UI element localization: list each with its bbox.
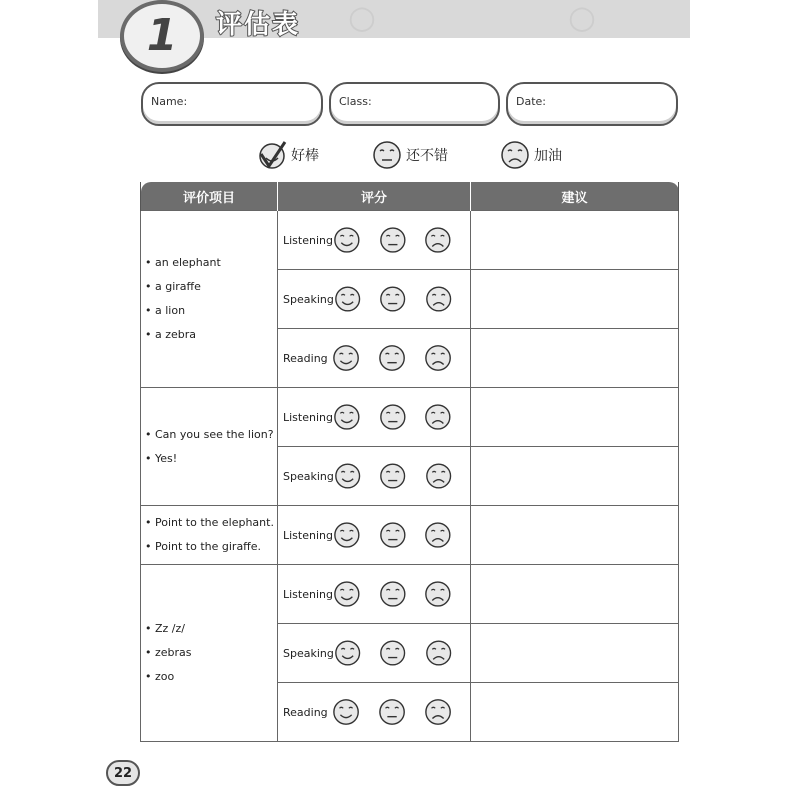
happy-face-icon[interactable]: [334, 284, 361, 314]
neutral-face-icon[interactable]: [378, 343, 406, 373]
list-item: • Zz /z/: [145, 622, 185, 635]
skill-label: Listening: [283, 410, 333, 424]
table-row: [141, 388, 679, 447]
sad-face-icon[interactable]: [425, 461, 452, 491]
assessment-items: [141, 211, 278, 388]
header-items: 评价项目: [141, 182, 278, 211]
advice-cell[interactable]: [471, 270, 679, 329]
rating-cell: [278, 683, 471, 742]
class-label: Class:: [339, 95, 372, 108]
list-item: • Point to the giraffe.: [145, 540, 262, 553]
happy-face-icon[interactable]: [334, 638, 361, 668]
sad-face-icon[interactable]: [424, 402, 452, 432]
list-item: • Can you see the lion?: [145, 427, 274, 441]
legend-tryharder-label: 加油: [534, 148, 562, 164]
skill-label: Listening: [283, 587, 333, 601]
sad-face-icon[interactable]: [424, 225, 452, 255]
advice-cell[interactable]: [471, 565, 679, 624]
date-field[interactable]: [506, 82, 678, 126]
list-item: • Point to the elephant.: [145, 516, 274, 529]
skill-label: Speaking: [283, 646, 334, 660]
name-label: Name:: [151, 95, 188, 108]
name-field[interactable]: [141, 82, 323, 126]
happy-face-icon[interactable]: [334, 461, 361, 491]
neutral-face-icon[interactable]: [379, 402, 407, 432]
neutral-face-icon: [372, 140, 402, 170]
happy-face-icon[interactable]: [333, 402, 361, 432]
decorative-shape: ○: [568, 0, 596, 36]
skill-label: Reading: [283, 351, 328, 365]
advice-cell[interactable]: [471, 329, 679, 388]
rating-cell: [278, 329, 471, 388]
advice-cell[interactable]: [471, 447, 679, 506]
advice-cell[interactable]: [471, 211, 679, 270]
page-number: 22: [106, 760, 140, 786]
legend-good-label: 好棒: [291, 148, 319, 164]
happy-face-icon[interactable]: [332, 343, 360, 373]
check-happy-face-icon: [257, 140, 287, 170]
advice-cell[interactable]: [471, 388, 679, 447]
sad-face-icon[interactable]: [424, 579, 452, 609]
rating-cell: [278, 506, 471, 565]
legend-okay: [372, 140, 448, 170]
neutral-face-icon[interactable]: [379, 225, 407, 255]
assessment-items: [141, 565, 278, 742]
legend-good: [257, 140, 319, 170]
neutral-face-icon[interactable]: [379, 520, 407, 550]
date-label: Date:: [516, 95, 546, 108]
assessment-items: [141, 506, 278, 565]
table-row: [141, 506, 679, 565]
neutral-face-icon[interactable]: [379, 638, 406, 668]
neutral-face-icon[interactable]: [378, 697, 406, 727]
list-item: • a giraffe: [145, 280, 201, 293]
rating-cell: [278, 270, 471, 329]
rating-cell: [278, 447, 471, 506]
decorative-shape: ○: [348, 0, 376, 36]
sad-face-icon[interactable]: [424, 697, 452, 727]
table-row: [141, 565, 679, 624]
assessment-items: [141, 388, 278, 506]
neutral-face-icon[interactable]: [379, 461, 406, 491]
rating-cell: [278, 565, 471, 624]
skill-label: Reading: [283, 705, 328, 719]
sad-face-icon: [500, 140, 530, 170]
neutral-face-icon[interactable]: [379, 579, 407, 609]
happy-face-icon[interactable]: [333, 579, 361, 609]
advice-cell[interactable]: [471, 506, 679, 565]
evaluation-table: [140, 182, 679, 742]
table-row: [141, 211, 679, 270]
legend-okay-label: 还不错: [406, 148, 448, 164]
legend-tryharder: [500, 140, 562, 170]
list-item: • zoo: [145, 670, 175, 683]
rating-cell: [278, 624, 471, 683]
skill-label: Listening: [283, 233, 333, 247]
list-item: • Yes!: [145, 451, 178, 465]
unit-number: 1: [146, 10, 178, 61]
sad-face-icon[interactable]: [424, 520, 452, 550]
header-rating: 评分: [278, 182, 471, 211]
happy-face-icon[interactable]: [333, 225, 361, 255]
skill-label: Listening: [283, 528, 333, 542]
sad-face-icon[interactable]: [425, 284, 452, 314]
table-header-row: [141, 182, 679, 211]
list-item: • an elephant: [145, 256, 221, 269]
advice-cell[interactable]: [471, 624, 679, 683]
page-title: 评估表: [216, 10, 301, 40]
class-field[interactable]: [329, 82, 500, 126]
list-item: • a lion: [145, 304, 186, 317]
rating-cell: [278, 388, 471, 447]
advice-cell[interactable]: [471, 683, 679, 742]
list-item: • a zebra: [145, 328, 197, 341]
list-item: • zebras: [145, 646, 192, 659]
sad-face-icon[interactable]: [425, 638, 452, 668]
header-advice: 建议: [471, 182, 679, 211]
skill-label: Speaking: [283, 469, 334, 483]
happy-face-icon[interactable]: [333, 520, 361, 550]
happy-face-icon[interactable]: [332, 697, 360, 727]
skill-label: Speaking: [283, 292, 334, 306]
rating-cell: [278, 211, 471, 270]
neutral-face-icon[interactable]: [379, 284, 406, 314]
unit-badge: [120, 0, 204, 72]
sad-face-icon[interactable]: [424, 343, 452, 373]
